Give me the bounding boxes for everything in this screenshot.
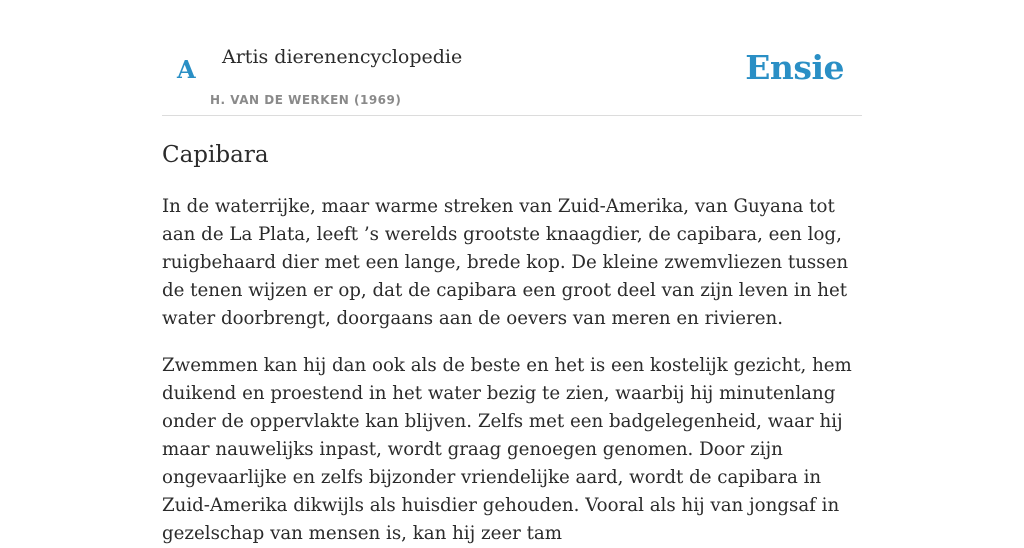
author-label: H. VAN DE WERKEN (1969) (210, 93, 402, 107)
index-letter[interactable]: A (177, 55, 196, 84)
page (162, 0, 862, 548)
book-title-link[interactable]: Artis dierenencyclopedie (222, 46, 463, 68)
article-paragraph-1: In de waterrijke, maar warme streken van Zuid-Amerika, van Guyana tot aan de La Plata, leeft ’s werelds grootste knaagdier, de capibara, een log, ruigbehaard dier met een lange, brede kop. De kleine zwemvliezen tussen de tenen wijzen er op, dat de capibara een groot deel van zijn leven in het water doorbrengt, doorgaans aan de oevers van meren en rivieren. (162, 196, 849, 329)
entry-title: Capibara (162, 142, 269, 168)
header (162, 0, 862, 116)
ensie-logo[interactable]: Ensie (745, 48, 844, 87)
article-paragraph-2: Zwemmen kan hij dan ook als de beste en het is een kostelijk gezicht, hem duikend en proestend in het water bezig te zien, waarbij hij minutenlang onder de oppervlakte kan blijven. Zelfs met een badgelegenheid, waar hij maar nauwelijks inpast, wordt graag genoegen genomen. Door zijn ongevaarlijke en zelfs bijzonder vriendelijke aard, wordt de capibara in Zuid-Amerika dikwijls als huisdier gehouden. Vooral als hij van jongsaf in gezelschap van mensen is, kan hij zeer tam (162, 355, 852, 544)
